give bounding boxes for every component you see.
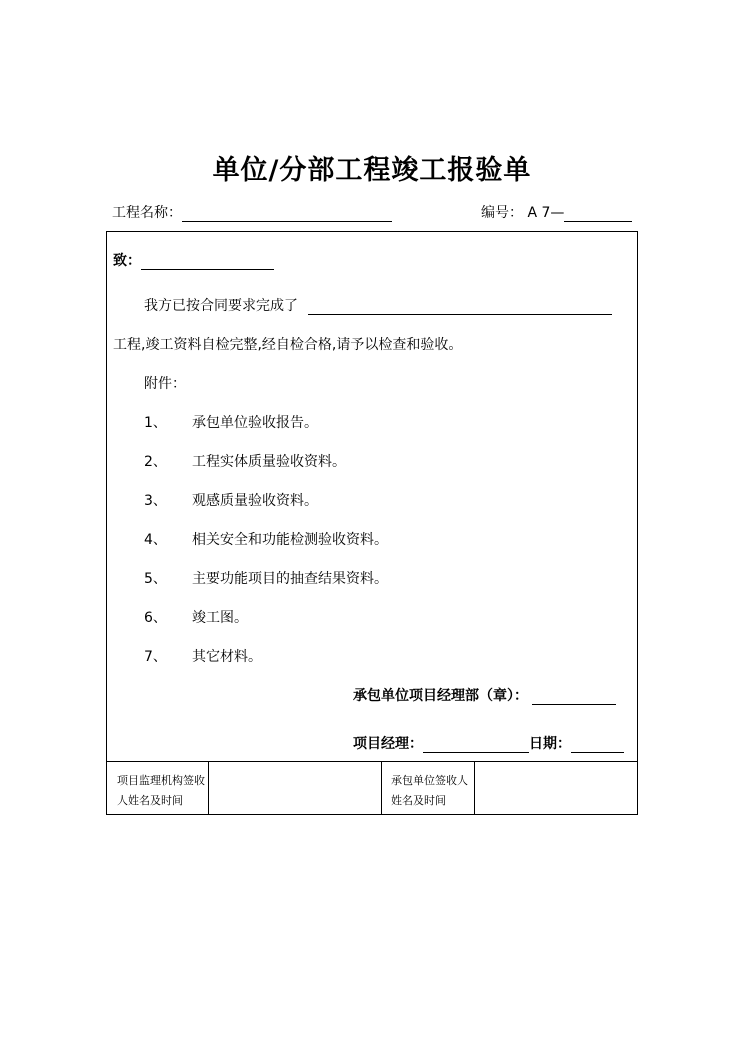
statement-text-1: 我方已按合同要求完成了 — [144, 298, 298, 314]
attachment-number: 6、 — [144, 610, 167, 626]
manager-row — [353, 735, 624, 753]
supervisor-sign-label: 项目监理机构签收人姓名及时间 — [117, 774, 205, 807]
attachment-item — [144, 414, 318, 432]
manager-field[interactable] — [423, 738, 529, 753]
statement-line-1 — [144, 297, 612, 315]
project-name-label: 工程名称： — [112, 205, 182, 221]
attachments-label: 附件： — [144, 376, 186, 392]
table-column-divider — [381, 762, 382, 815]
attachment-item — [144, 531, 388, 549]
project-name-row — [112, 204, 392, 222]
number-row — [481, 204, 632, 222]
contractor-sign-cell[interactable] — [477, 771, 635, 815]
contractor-dept-row — [353, 687, 616, 705]
attachment-number: 4、 — [144, 532, 167, 548]
attachment-text: 工程实体质量验收资料。 — [192, 454, 346, 470]
attachment-number: 2、 — [144, 454, 167, 470]
attachment-number: 1、 — [144, 415, 167, 431]
attachment-text: 承包单位验收报告。 — [192, 415, 318, 431]
attachment-text: 主要功能项目的抽查结果资料。 — [192, 571, 388, 587]
table-column-divider — [474, 762, 475, 815]
date-label: 日期： — [529, 736, 571, 752]
contractor-dept-label: 承包单位项目经理部（章）： — [353, 688, 528, 704]
manager-label: 项目经理： — [353, 736, 423, 752]
project-name-field[interactable] — [182, 207, 392, 222]
attachment-number: 3、 — [144, 493, 167, 509]
page-title: 单位/分部工程竣工报验单 — [212, 155, 532, 186]
attachment-text: 观感质量验收资料。 — [192, 493, 318, 509]
form-box — [106, 231, 638, 815]
to-label: 致： — [113, 253, 141, 269]
attachment-text: 其它材料。 — [192, 649, 262, 665]
attachment-item — [144, 492, 318, 510]
attachment-item — [144, 609, 248, 627]
number-label: 编号： — [481, 205, 523, 221]
attachment-item — [144, 453, 346, 471]
to-field[interactable] — [141, 255, 274, 270]
to-row — [113, 252, 274, 270]
attachment-item — [144, 570, 388, 588]
attachment-text: 竣工图。 — [192, 610, 248, 626]
attachment-number: 5、 — [144, 571, 167, 587]
attachment-item — [144, 648, 262, 666]
statement-line-2: 工程,竣工资料自检完整,经自检合格,请予以检查和验收。 — [113, 337, 463, 353]
contractor-sign-label: 承包单位签收人姓名及时间 — [391, 774, 468, 807]
date-field[interactable] — [571, 738, 624, 753]
supervisor-sign-cell[interactable] — [211, 771, 379, 815]
attachment-text: 相关安全和功能检测验收资料。 — [192, 532, 388, 548]
table-divider — [107, 761, 637, 762]
attachment-number: 7、 — [144, 649, 167, 665]
completed-work-field[interactable] — [308, 300, 612, 315]
number-field[interactable] — [564, 207, 632, 222]
contractor-dept-field[interactable] — [532, 690, 616, 705]
number-prefix: A 7— — [527, 205, 565, 221]
